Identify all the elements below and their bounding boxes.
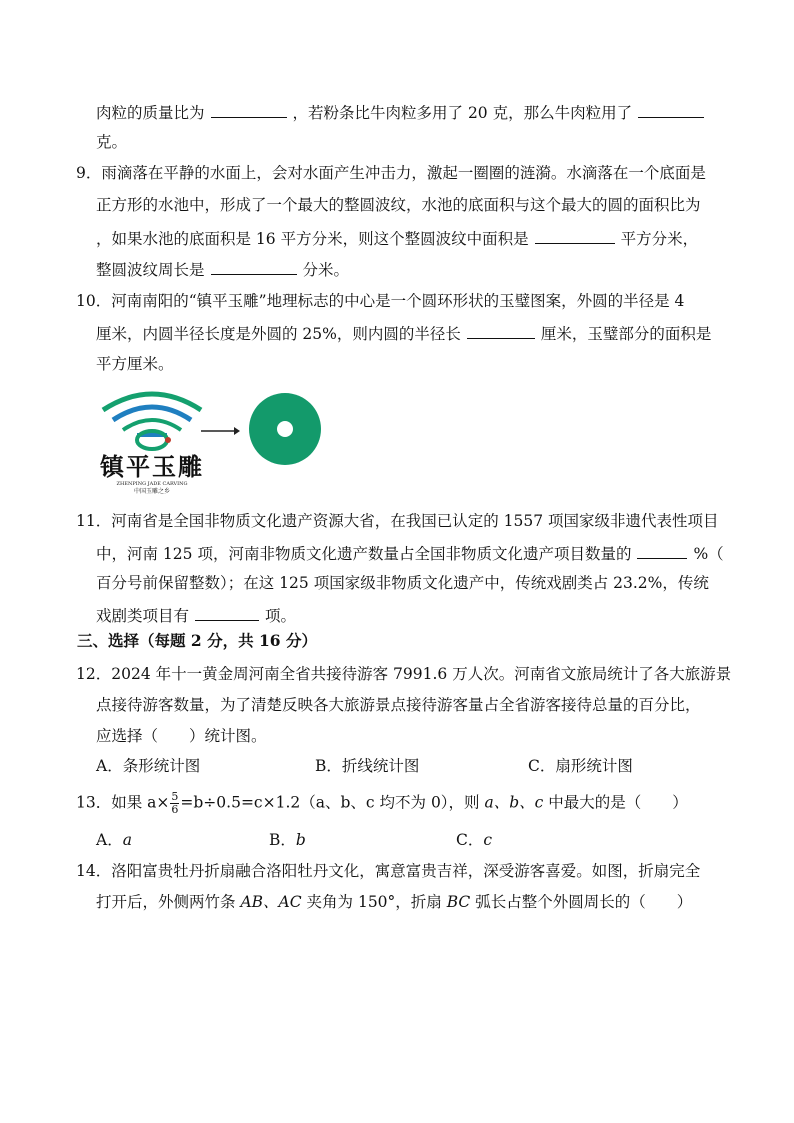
q12-option-a[interactable]: A．条形统计图 bbox=[96, 757, 201, 775]
q9-text: ，如果水池的底面积是 16 平方分米，则这个整圆波纹中面积是 bbox=[96, 230, 529, 248]
q10-line2 bbox=[96, 321, 711, 345]
question-number: 13． bbox=[76, 793, 112, 812]
answer-blank[interactable] bbox=[535, 226, 615, 244]
q9-line3 bbox=[96, 226, 698, 250]
fraction-numerator: 5 bbox=[171, 790, 179, 803]
q11-text: %（ bbox=[693, 545, 724, 563]
q12-line1 bbox=[76, 663, 731, 685]
q13-option-b[interactable] bbox=[269, 829, 306, 851]
option-label: A． bbox=[96, 831, 123, 849]
logo-caption-cn: 中国玉雕之乡 bbox=[133, 488, 170, 495]
answer-blank[interactable] bbox=[211, 257, 297, 275]
q14-text: 打开后，外侧两竹条 bbox=[96, 893, 236, 911]
question-number: 9． bbox=[76, 164, 102, 182]
q14-line1 bbox=[76, 860, 700, 882]
q12-line3: 应选择（ ）统计图。 bbox=[96, 727, 267, 745]
q14-vars: BC bbox=[446, 893, 471, 911]
q14-vars: AB、AC bbox=[240, 893, 302, 911]
q14-text: 弧长占整个外圆周长的（ ） bbox=[475, 893, 693, 911]
q11-text: 河南省是全国非物质文化遗产资源大省，在我国已认定的 1557 项国家级非遗代表性项目 bbox=[111, 512, 719, 530]
q14-text: 洛阳富贵牡丹折扇融合洛阳牡丹文化，寓意富贵吉祥，深受游客喜爱。如图，折扇完全 bbox=[111, 862, 701, 880]
q11-text: 中，河南 125 项，河南非物质文化遗产数量占全国非物质文化遗产项目数量的 bbox=[96, 545, 632, 563]
q8-text-b: ，若粉条比牛肉粒多用了 20 克，那么牛肉粒用了 bbox=[292, 104, 633, 122]
option-label: C． bbox=[456, 831, 484, 849]
option-text: c bbox=[483, 831, 493, 849]
answer-blank[interactable] bbox=[467, 321, 535, 339]
question-number: 12． bbox=[76, 665, 112, 683]
q13-option-c[interactable] bbox=[456, 829, 492, 851]
q10-text: 河南南阳的“镇平玉雕”地理标志的中心是一个圆环形状的玉璧图案，外圆的半径是 4 bbox=[111, 292, 685, 310]
arrow-icon bbox=[200, 423, 240, 441]
question-number: 10． bbox=[76, 292, 112, 310]
q9-line4 bbox=[96, 257, 349, 281]
q8-line2: 克。 bbox=[96, 133, 128, 151]
q11-line2 bbox=[96, 541, 724, 565]
q9-line1 bbox=[76, 162, 706, 184]
q9-text: 平方分米， bbox=[620, 230, 699, 248]
q11-line1 bbox=[76, 510, 719, 532]
q10-text: 厘米，内圆半径长度是外圆的 25%，则内圆的半径长 bbox=[96, 325, 461, 343]
q11-text: 戏剧类项目有 bbox=[96, 607, 190, 625]
question-number: 11． bbox=[76, 512, 112, 530]
fraction-denominator: 6 bbox=[171, 803, 179, 816]
answer-blank[interactable] bbox=[195, 603, 259, 621]
q9-text: 分米。 bbox=[302, 261, 350, 279]
q13-option-a[interactable] bbox=[96, 829, 132, 851]
q8-text-a: 肉粒的质量比为 bbox=[96, 104, 205, 122]
q11-text: 项。 bbox=[265, 607, 297, 625]
q14-text: 夹角为 150°，折扇 bbox=[306, 893, 442, 911]
q13-text: 如果 a× bbox=[111, 793, 170, 812]
zhenping-logo bbox=[97, 380, 207, 498]
logo-title: 镇平玉雕 bbox=[100, 452, 204, 481]
q10-line1 bbox=[76, 290, 684, 312]
option-text: a bbox=[122, 831, 132, 849]
option-text: b bbox=[295, 831, 306, 849]
q12-option-b[interactable]: B．折线统计图 bbox=[315, 757, 420, 775]
q13-text: =b÷0.5=c×1.2（a、b、c 均不为 0），则 bbox=[180, 793, 480, 812]
answer-blank[interactable] bbox=[638, 100, 704, 118]
section-title: 三、选择（每题 2 分，共 16 分） bbox=[77, 631, 317, 650]
answer-blank[interactable] bbox=[211, 100, 287, 118]
jade-ring-figure bbox=[248, 392, 322, 470]
q9-line2: 正方形的水池中，形成了一个最大的整圆波纹，水池的底面积与这个最大的圆的面积比为 bbox=[96, 196, 701, 214]
q11-line4 bbox=[96, 603, 296, 627]
option-label: B． bbox=[269, 831, 296, 849]
answer-blank[interactable] bbox=[637, 541, 687, 559]
q9-text: 雨滴落在平静的水面上，会对水面产生冲击力，激起一圈圈的涟漪。水滴落在一个底面是 bbox=[101, 164, 706, 182]
q10-text: 厘米，玉璧部分的面积是 bbox=[540, 325, 712, 343]
fraction bbox=[170, 791, 179, 816]
q9-text: 整圆波纹周长是 bbox=[96, 261, 205, 279]
logo-caption-en: ZHENPING JADE CARVING bbox=[116, 481, 188, 487]
q12-option-c[interactable]: C．扇形统计图 bbox=[528, 757, 633, 775]
q12-line2: 点接待游客数量，为了清楚反映各大旅游景点接待游客量占全省游客接待总量的百分比， bbox=[96, 696, 701, 714]
question-number: 14． bbox=[76, 862, 112, 880]
q14-line2 bbox=[96, 891, 692, 913]
q13-line1 bbox=[76, 791, 688, 816]
q10-line3: 平方厘米。 bbox=[96, 355, 174, 373]
q13-text: 中最大的是（ ） bbox=[548, 793, 688, 812]
q11-line3: 百分号前保留整数）；在这 125 项国家级非物质文化遗产中，传统戏剧类占 23.2%，传统 bbox=[96, 574, 709, 592]
q12-text: 2024 年十一黄金周河南全省共接待游客 7991.6 万人次。河南省文旅局统计了各大旅游景 bbox=[111, 665, 732, 683]
q8-line1 bbox=[96, 100, 710, 124]
q13-vars: a、b、c bbox=[484, 793, 544, 812]
